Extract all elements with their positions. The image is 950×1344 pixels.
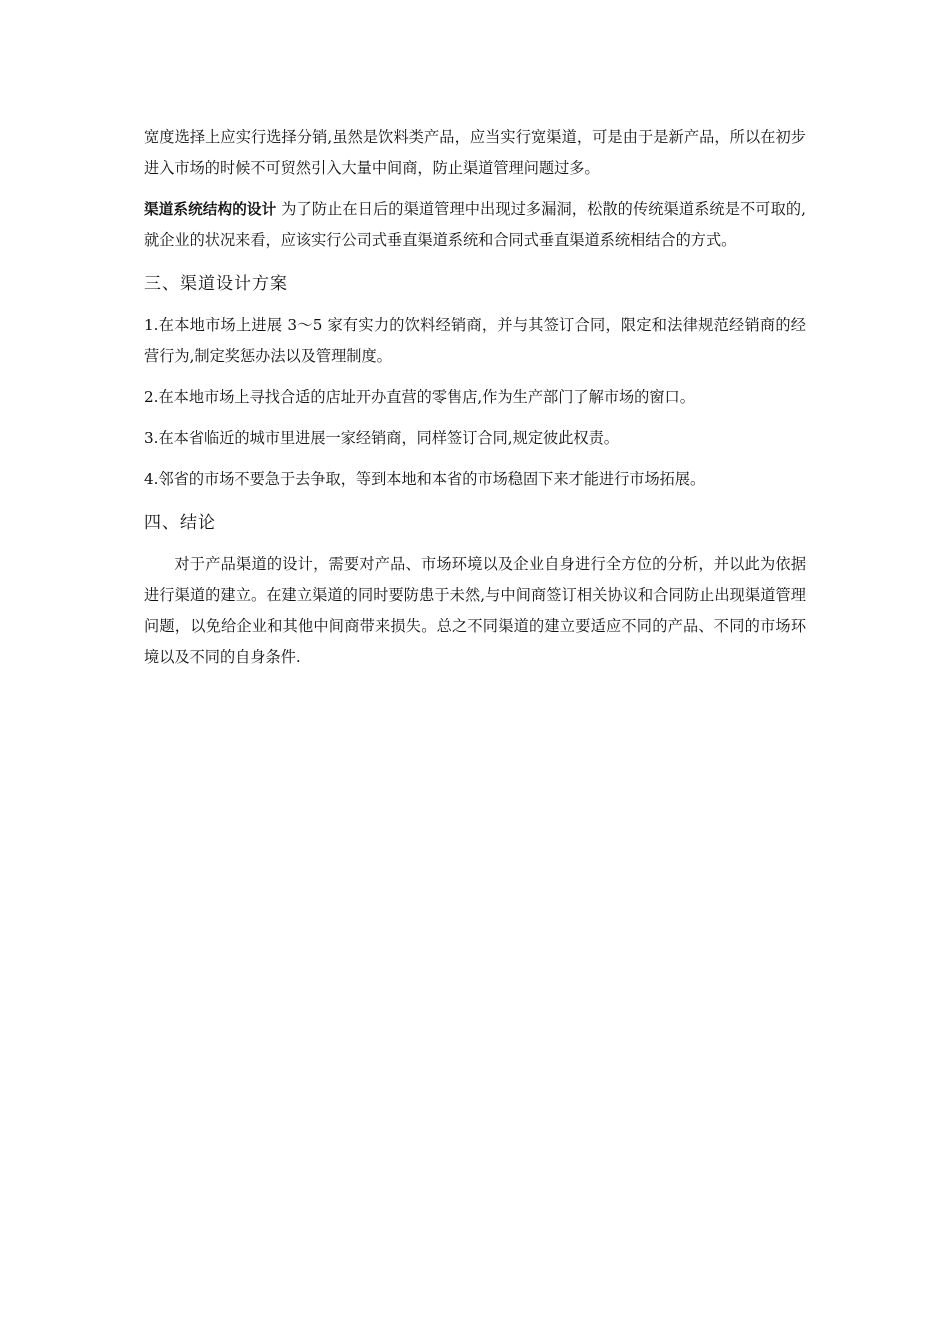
paragraph-channel-width: 宽度选择上应实行选择分销,虽然是饮料类产品，应当实行宽渠道，可是由于是新产品，所以在初步进入市场的时候不可贸然引入大量中间商，防止渠道管理问题过多。 [144,128,806,177]
section-heading-conclusion: 四、结论 [144,513,216,533]
design-plan-list [144,310,806,495]
paragraph-channel-structure [144,194,806,256]
paragraph-conclusion: 对于产品渠道的设计，需要对产品、市场环境以及企业自身进行全方位的分析，并以此为依据进行渠道的建立。在建立渠道的同时要防患于未然,与中间商签订相关协议和合同防止出现渠道管理问题，以免给企业和其他中间商带来损失。总之不同渠道的建立要适应不同的产品、不同的市场环境以及不同的自身条件. [144,555,806,666]
list-item: 1.在本地市场上进展 3～5 家有实力的饮料经销商，并与其签订合同，限定和法律规范经销商的经营行为,制定奖惩办法以及管理制度。 [144,316,806,365]
list-item: 2.在本地市场上寻找合适的店址开办直营的零售店,作为生产部门了解市场的窗口。 [144,388,695,406]
list-item: 4.邻省的市场不要急于去争取，等到本地和本省的市场稳固下来才能进行市场拓展。 [144,470,706,488]
paragraph-lead-bold: 渠道系统结构的设计 [144,201,277,218]
list-item: 3.在本省临近的城市里进展一家经销商，同样签订合同,规定彼此权责。 [144,429,619,447]
section-heading-design-plan: 三、渠道设计方案 [144,274,288,294]
document-body [144,122,806,673]
paragraph-body-text: 为了防止在日后的渠道管理中出现过多漏洞，松散的传统渠道系统是不可取的,就企业的状况来看，应该实行公司式垂直渠道系统和合同式垂直渠道系统相结合的方式。 [144,200,806,249]
